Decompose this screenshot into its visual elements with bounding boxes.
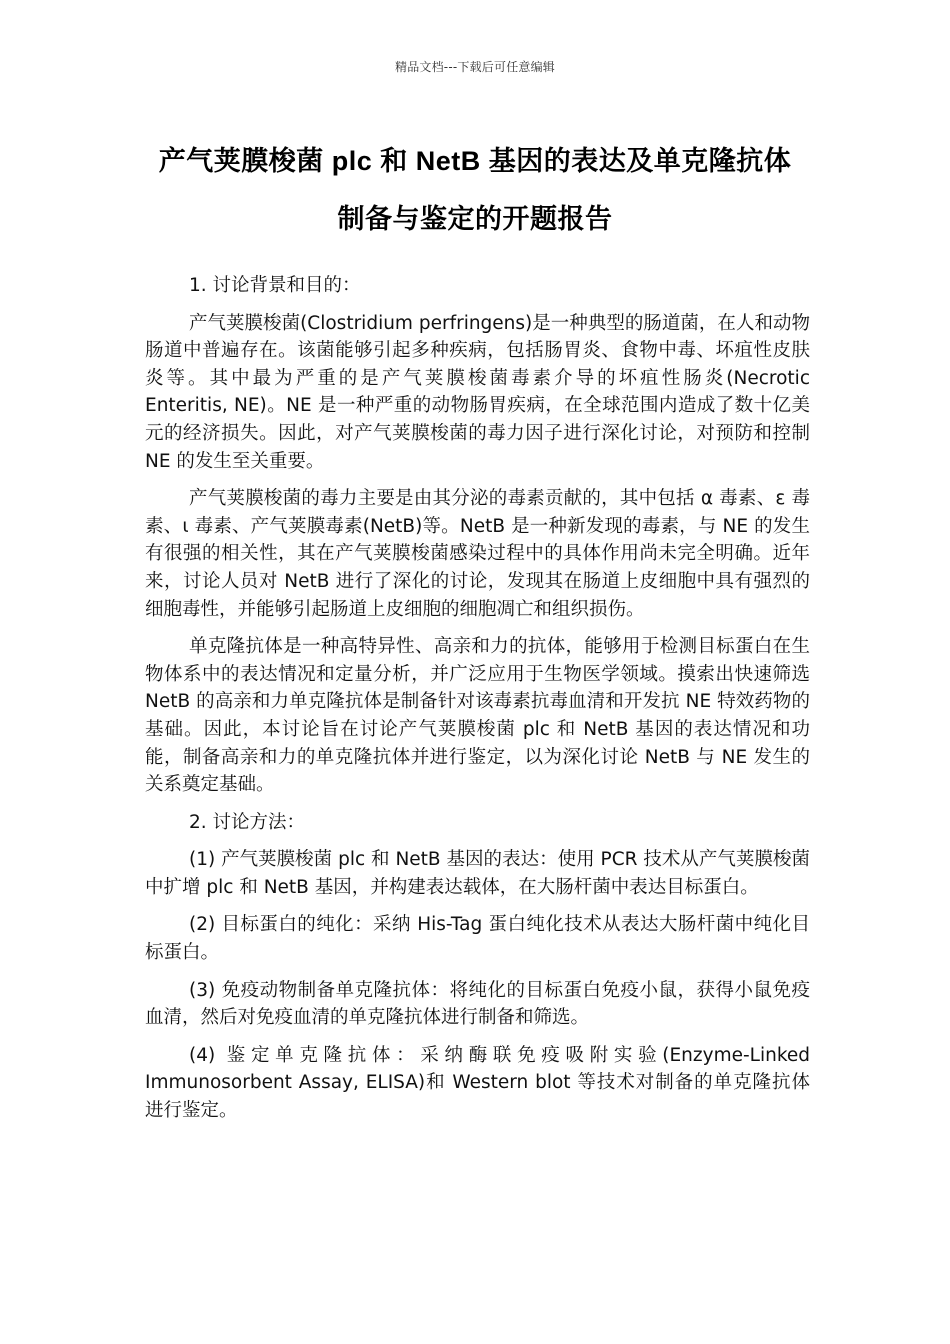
paragraph-background-3: 单克隆抗体是一种高特异性、高亲和力的抗体，能够用于检测目标蛋白在生物体系中的表达情况和定量分析，并广泛应用于生物医学领域。摸索出快速筛选 NetB 的高亲和力单克隆抗体是制备针对该毒素抗毒血清和开发抗 NE 特效药物的基础。因此，本讨论旨在讨论产气荚膜梭菌 plc 和 NetB 基因的表达情况和功能，制备高亲和力的单克隆抗体并进行鉴定，以为深化讨论 NetB 与 NE 发生的关系奠定基础。: [145, 636, 810, 796]
paragraph-method-1: (1) 产气荚膜梭菌 plc 和 NetB 基因的表达：使用 PCR 技术从产气荚膜梭菌中扩增 plc 和 NetB 基因，并构建表达载体，在大肠杆菌中表达目标蛋白。: [145, 849, 810, 898]
paragraph-method-2: (2) 目标蛋白的纯化：采纳 His-Tag 蛋白纯化技术从表达大肠杆菌中纯化目标蛋白。: [145, 914, 810, 964]
paragraph-background-1: 产气荚膜梭菌(Clostridium perfringens)是一种典型的肠道菌，在人和动物肠道中普遍存在。该菌能够引起多种疾病，包括肠胃炎、食物中毒、坏疽性皮肤炎等。其中最为严重的是产气荚膜梭菌毒素介导的坏疽性肠炎(Necrotic Enteritis, NE)。NE 是一种严重的动物肠胃疾病，在全球范围内造成了数十亿美元的经济损失。因此，对产气荚膜梭菌的毒力因子进行深化讨论，对预防和控制 NE 的发生至关重要。: [145, 312, 810, 472]
document-title-line-1: 产气荚膜梭菌 plc 和 NetB 基因的表达及单克隆抗体: [158, 146, 792, 176]
section-heading-background: 1. 讨论背景和目的：: [189, 275, 361, 296]
paragraph-method-3: (3) 免疫动物制备单克隆抗体：将纯化的目标蛋白免疫小鼠，获得小鼠免疫血清，然后对免疫血清的单克隆抗体进行制备和筛选。: [145, 979, 810, 1029]
document-title-line-2: 制备与鉴定的开题报告: [337, 204, 613, 234]
section-heading-methods: 2. 讨论方法：: [189, 811, 306, 833]
header-note: 精品文档---下载后可任意编辑: [395, 60, 555, 74]
paragraph-background-2: 产气荚膜梭菌的毒力主要是由其分泌的毒素贡献的，其中包括 α 毒素、ε 毒素、ι 毒素、产气荚膜毒素(NetB)等。NetB 是一种新发现的毒素，与 NE 的发生有很强的相关性，其在产气荚膜梭菌感染过程中的具体作用尚未完全明确。近年来，讨论人员对 NetB 进行了深化的讨论，发现其在肠道上皮细胞中具有强烈的细胞毒性，并能够引起肠道上皮细胞的细胞凋亡和组织损伤。: [145, 488, 810, 620]
paragraph-method-4: (4) 鉴定单克隆抗体：采纳酶联免疫吸附实验(Enzyme-Linked Immunosorbent Assay, ELISA)和 Western blot 等技术对制备的单克隆抗体进行鉴定。: [145, 1044, 810, 1122]
document-body: [145, 272, 810, 1135]
